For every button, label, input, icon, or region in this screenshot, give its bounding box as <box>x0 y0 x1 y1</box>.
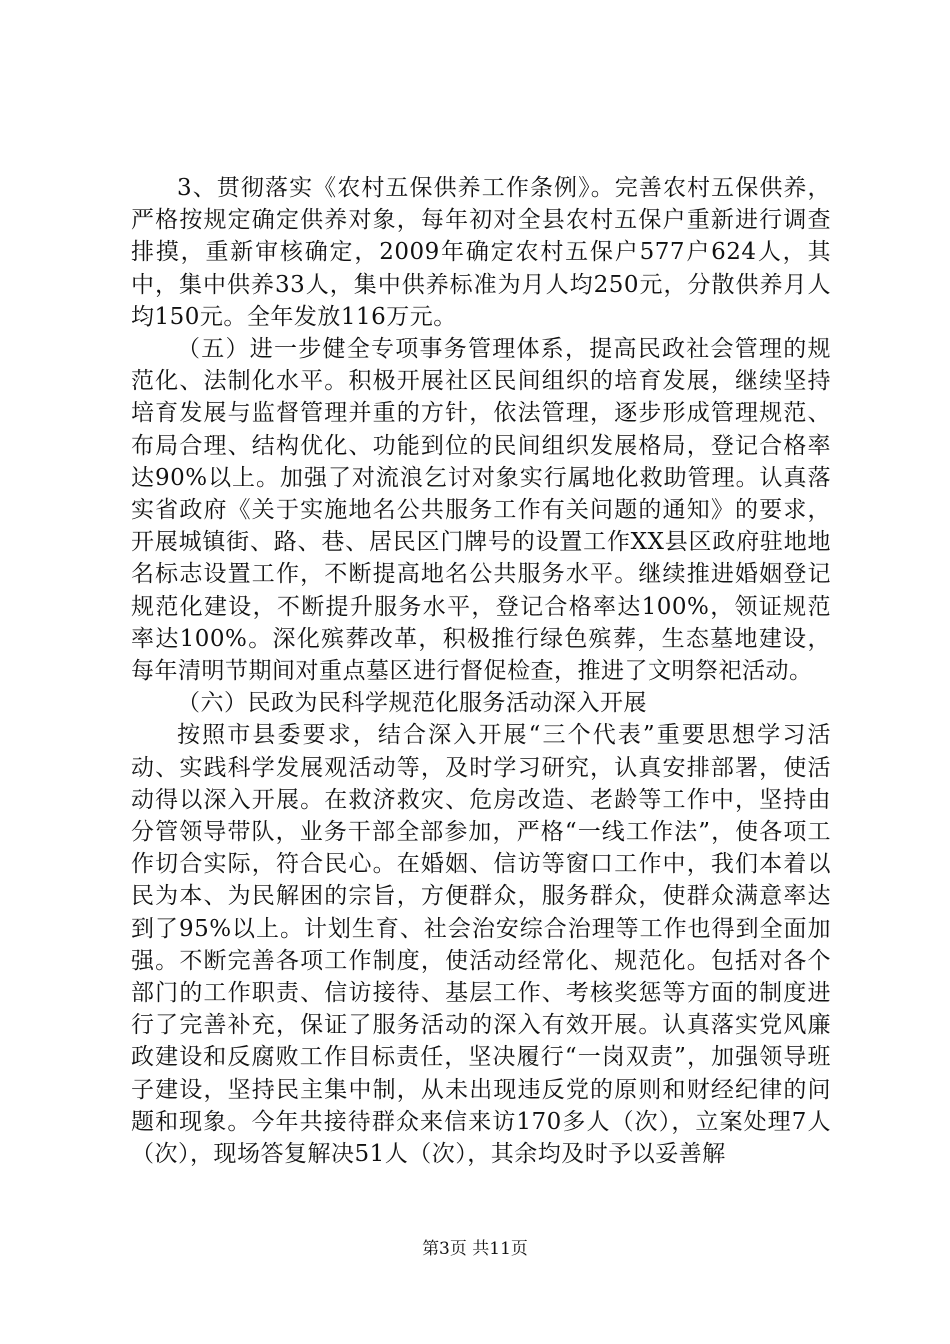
paragraph-wubao-regulation: 3、贯彻落实《农村五保供养工作条例》。完善农村五保供养，严格按规定确定供养对象，每年初对全县农村五保户重新进行调查排摸，重新审核确定，2009年确定农村五保户577户624人，其中，集中供养33人，集中供养标准为月人均250元，分散供养月人均150元。全年发放116万元。 <box>131 175 831 330</box>
section-heading-service-activity: （六）民政为民科学规范化服务活动深入开展 <box>177 690 647 717</box>
page-total: 共11页 <box>472 1239 528 1259</box>
page-footer <box>0 1238 950 1260</box>
paragraph-special-affairs: （五）进一步健全专项事务管理体系，提高民政社会管理的规范化、法制化水平。积极开展社区民间组织的培育发展，继续坚持培育发展与监督管理并重的方针，依法管理，逐步形成管理规范、布局合理、结构优化、功能到位的民间组织发展格局，登记合格率达90%以上。加强了对流浪乞讨对象实行属地化救助管理。认真落实省政府《关于实施地名公共服务工作有关问题的通知》的要求，开展城镇街、路、巷、居民区门牌号的设置工作XX县区政府驻地地名标志设置工作，不断提高地名公共服务水平。继续推进婚姻登记规范化建设，不断提升服务水平，登记合格率达100%，领证规范率达100%。深化殡葬改革，积极推行绿色殡葬，生态墓地建设，每年清明节期间对重点墓区进行督促检查，推进了文明祭祀活动。 <box>131 336 831 685</box>
document-body <box>131 172 831 1170</box>
paragraph-service-activity: 按照市县委要求，结合深入开展“三个代表”重要思想学习活动、实践科学发展观活动等，及时学习研究，认真安排部署，使活动得以深入开展。在救济救灾、危房改造、老龄等工作中，坚持由分管领导带队，业务干部全部参加，严格“一线工作法”，使各项工作切合实际，符合民心。在婚姻、信访等窗口工作中，我们本着以民为本、为民解困的宗旨，方便群众，服务群众，使群众满意率达到了95%以上。计划生育、社会治安综合治理等工作也得到全面加强。不断完善各项工作制度，使活动经常化、规范化。包括对各个部门的工作职责、信访接待、基层工作、考核奖惩等方面的制度进行了完善补充，保证了服务活动的深入有效开展。认真落实党风廉政建设和反腐败工作目标责任，坚决履行“一岗双责”，加强领导班子建设，坚持民主集中制，从未出现违反党的原则和财经纪律的问题和现象。今年共接待群众来信来访170多人（次），立案处理7人（次），现场答复解决51人（次），其余均及时予以妥善解 <box>131 722 831 1168</box>
page-number: 第3页 <box>422 1239 467 1259</box>
